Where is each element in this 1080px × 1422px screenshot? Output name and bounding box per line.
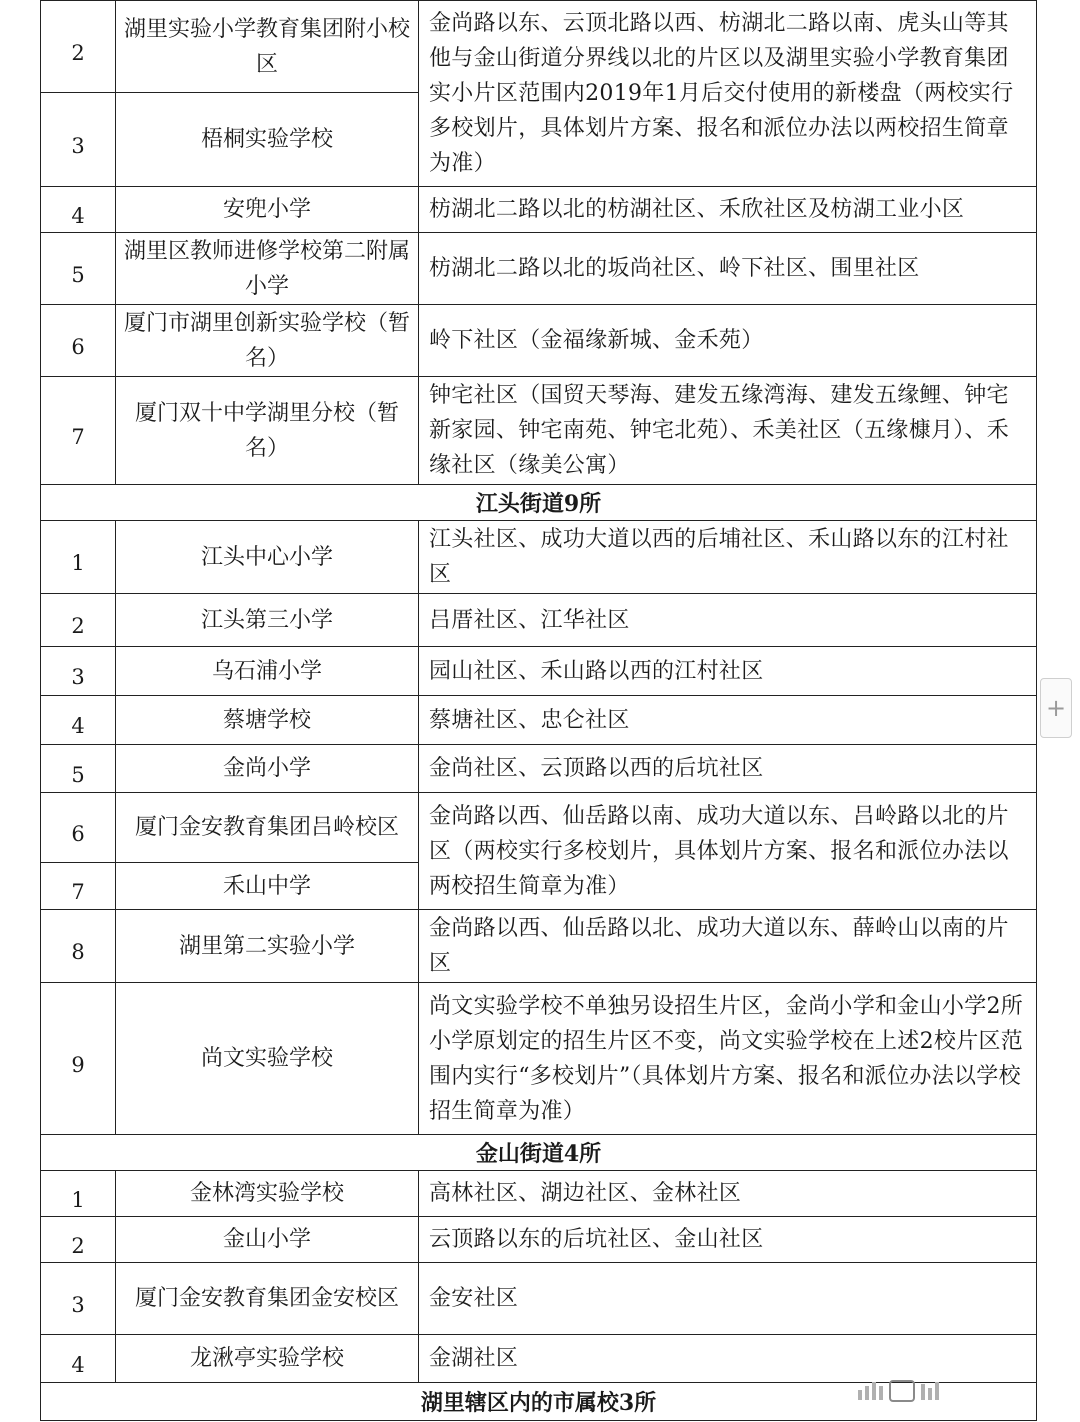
school-name: 金山小学 xyxy=(116,1217,419,1263)
table-row xyxy=(41,187,1037,233)
school-name: 厦门市湖里创新实验学校（暂名） xyxy=(116,305,419,377)
school-name: 厦门金安教育集团吕岭校区 xyxy=(116,793,419,863)
section-title: 金山街道4所 xyxy=(41,1135,1037,1171)
row-number: 4 xyxy=(41,187,116,233)
section-header-row xyxy=(41,1135,1037,1171)
enrollment-area: 江头社区、成功大道以西的后埔社区、禾山路以东的江村社区 xyxy=(419,521,1037,594)
school-name: 江头第三小学 xyxy=(116,594,419,647)
school-name: 湖里区教师进修学校第二附属小学 xyxy=(116,233,419,305)
enrollment-area: 枋湖北二路以北的坂尚社区、岭下社区、围里社区 xyxy=(419,233,1037,305)
source-watermark xyxy=(858,1376,1058,1406)
enrollment-area: 枋湖北二路以北的枋湖社区、禾欣社区及枋湖工业小区 xyxy=(419,187,1037,233)
table-row xyxy=(41,377,1037,485)
row-number: 5 xyxy=(41,745,116,793)
school-name: 龙湫亭实验学校 xyxy=(116,1335,419,1383)
table-row xyxy=(41,1171,1037,1217)
row-number: 1 xyxy=(41,521,116,594)
school-name: 梧桐实验学校 xyxy=(116,93,419,187)
section-header-row xyxy=(41,485,1037,521)
school-name: 禾山中学 xyxy=(116,863,419,910)
signal-bars-icon xyxy=(921,1382,939,1400)
table-row xyxy=(41,594,1037,647)
row-number: 7 xyxy=(41,377,116,485)
table-body xyxy=(41,1,1037,1421)
row-number: 3 xyxy=(41,1263,116,1335)
section-title: 湖里辖区内的市属校3所 xyxy=(41,1383,1037,1421)
row-number: 1 xyxy=(41,1171,116,1217)
school-name: 厦门金安教育集团金安校区 xyxy=(116,1263,419,1335)
row-number: 9 xyxy=(41,983,116,1135)
enrollment-area: 云顶路以东的后坑社区、金山社区 xyxy=(419,1217,1037,1263)
table-row xyxy=(41,793,1037,863)
school-name: 安兜小学 xyxy=(116,187,419,233)
row-number: 2 xyxy=(41,1217,116,1263)
table-row xyxy=(41,1,1037,93)
row-number: 7 xyxy=(41,863,116,910)
row-number: 3 xyxy=(41,647,116,696)
row-number: 6 xyxy=(41,305,116,377)
enrollment-area: 金尚路以西、仙岳路以南、成功大道以东、吕岭路以北的片区（两校实行多校划片，具体划片方案、报名和派位办法以两校招生简章为准） xyxy=(419,793,1037,910)
table-row xyxy=(41,983,1037,1135)
table-row xyxy=(41,910,1037,983)
table-row xyxy=(41,233,1037,305)
enrollment-area: 吕厝社区、江华社区 xyxy=(419,594,1037,647)
enrollment-area: 高林社区、湖边社区、金林社区 xyxy=(419,1171,1037,1217)
chat-bubble-icon xyxy=(889,1380,915,1402)
enrollment-area: 蔡塘社区、忠仑社区 xyxy=(419,696,1037,745)
table-row xyxy=(41,1263,1037,1335)
enrollment-area: 金安社区 xyxy=(419,1263,1037,1335)
row-number: 3 xyxy=(41,93,116,187)
school-name: 尚文实验学校 xyxy=(116,983,419,1135)
add-button[interactable] xyxy=(1040,678,1072,738)
row-number: 4 xyxy=(41,1335,116,1383)
school-name: 江头中心小学 xyxy=(116,521,419,594)
enrollment-area: 金尚社区、云顶路以西的后坑社区 xyxy=(419,745,1037,793)
signal-bars-icon xyxy=(858,1382,883,1400)
row-number: 4 xyxy=(41,696,116,745)
school-name: 金林湾实验学校 xyxy=(116,1171,419,1217)
enrollment-area: 园山社区、禾山路以西的江村社区 xyxy=(419,647,1037,696)
row-number: 8 xyxy=(41,910,116,983)
enrollment-area: 尚文实验学校不单独另设招生片区，金尚小学和金山小学2所小学原划定的招生片区不变，尚文实验学校在上述2校片区范围内实行“多校划片”（具体划片方案、报名和派位办法以学校招生简章为准） xyxy=(419,983,1037,1135)
enrollment-area: 岭下社区（金福缘新城、金禾苑） xyxy=(419,305,1037,377)
enrollment-area: 金尚路以东、云顶北路以西、枋湖北二路以南、虎头山等其他与金山街道分界线以北的片区以及湖里实验小学教育集团实小片区范围内2019年1月后交付使用的新楼盘（两校实行多校划片，具体划片方案、报名和派位办法以两校招生简章为准） xyxy=(419,1,1037,187)
enrollment-zone-table xyxy=(40,0,1037,1421)
school-name: 厦门双十中学湖里分校（暂名） xyxy=(116,377,419,485)
row-number: 6 xyxy=(41,793,116,863)
table-row xyxy=(41,745,1037,793)
plus-icon: + xyxy=(1045,694,1067,722)
school-name: 湖里第二实验小学 xyxy=(116,910,419,983)
enrollment-area: 钟宅社区（国贸天琴海、建发五缘湾海、建发五缘鲤、钟宅新家园、钟宅南苑、钟宅北苑）、禾美社区（五缘槺月）、禾缘社区（缘美公寓） xyxy=(419,377,1037,485)
table-row xyxy=(41,521,1037,594)
row-number: 2 xyxy=(41,1,116,93)
table-row xyxy=(41,1217,1037,1263)
table-row xyxy=(41,305,1037,377)
table-row xyxy=(41,647,1037,696)
school-name: 金尚小学 xyxy=(116,745,419,793)
table-row xyxy=(41,696,1037,745)
row-number: 2 xyxy=(41,594,116,647)
section-title: 江头街道9所 xyxy=(41,485,1037,521)
school-name: 湖里实验小学教育集团附小校区 xyxy=(116,1,419,93)
school-name: 乌石浦小学 xyxy=(116,647,419,696)
row-number: 5 xyxy=(41,233,116,305)
enrollment-area: 金湖社区 xyxy=(419,1335,1037,1383)
school-name: 蔡塘学校 xyxy=(116,696,419,745)
enrollment-area: 金尚路以西、仙岳路以北、成功大道以东、薛岭山以南的片区 xyxy=(419,910,1037,983)
